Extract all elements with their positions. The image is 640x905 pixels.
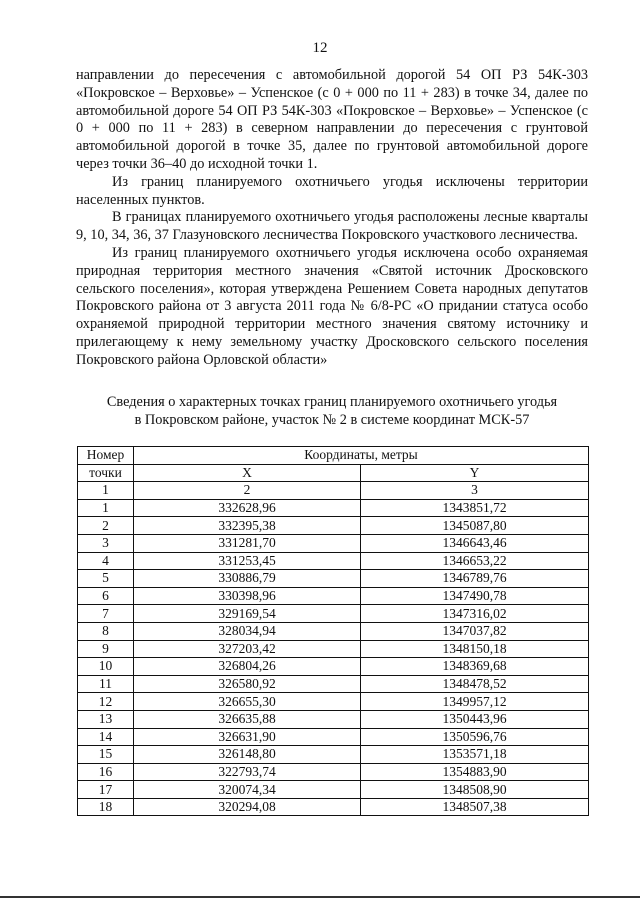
table-header-row <box>78 447 589 465</box>
table-caption-line-1: Сведения о характерных точках границ планируемого охотничьего угодья <box>106 394 558 410</box>
header-coordinates: Координаты, метры <box>134 447 589 465</box>
point-number-cell: 16 <box>78 763 134 781</box>
paragraph-exclusions: Из границ планируемого охотничьего угодья исключены территории населенных пунктов. <box>76 173 588 208</box>
index-cell: 3 <box>361 482 589 500</box>
point-number-cell: 10 <box>78 658 134 676</box>
table-row <box>78 658 589 676</box>
point-number-cell: 15 <box>78 746 134 764</box>
x-coordinate-cell: 326804,26 <box>134 658 361 676</box>
point-number-cell: 12 <box>78 693 134 711</box>
table-row <box>78 517 589 535</box>
y-coordinate-cell: 1350596,76 <box>361 728 589 746</box>
y-coordinate-cell: 1353571,18 <box>361 746 589 764</box>
y-coordinate-cell: 1346789,76 <box>361 570 589 588</box>
y-coordinate-cell: 1348507,38 <box>361 798 589 816</box>
y-coordinate-cell: 1348150,18 <box>361 640 589 658</box>
table-row <box>78 763 589 781</box>
paragraph-forest-quarters: В границах планируемого охотничьего угодья расположены лесные кварталы 9, 10, 34, 36, 37 Глазуновского лесничества Покровского участкового лесничества. <box>76 209 588 244</box>
x-coordinate-cell: 331281,70 <box>134 534 361 552</box>
index-cell: 1 <box>78 482 134 500</box>
x-coordinate-cell: 326631,90 <box>134 728 361 746</box>
table-row <box>78 710 589 728</box>
y-coordinate-cell: 1348508,90 <box>361 781 589 799</box>
x-coordinate-cell: 332628,96 <box>134 499 361 517</box>
table-row <box>78 798 589 816</box>
header-point-number: Номер <box>78 447 134 465</box>
x-coordinate-cell: 320294,08 <box>134 798 361 816</box>
x-coordinate-cell: 330886,79 <box>134 570 361 588</box>
table-row <box>78 781 589 799</box>
y-coordinate-cell: 1348478,52 <box>361 675 589 693</box>
point-number-cell: 7 <box>78 605 134 623</box>
table-caption-line-2: в Покровском районе, участок № 2 в системе координат МСК-57 <box>134 412 530 428</box>
table-row <box>78 675 589 693</box>
table-row <box>78 693 589 711</box>
x-coordinate-cell: 322793,74 <box>134 763 361 781</box>
point-number-cell: 14 <box>78 728 134 746</box>
table-caption <box>76 393 588 429</box>
page-number: 12 <box>312 40 328 56</box>
table-row <box>78 534 589 552</box>
scan-bottom-edge <box>0 896 640 898</box>
index-cell: 2 <box>134 482 361 500</box>
table-subheader-row <box>78 464 589 482</box>
table-row <box>78 570 589 588</box>
x-coordinate-cell: 326635,88 <box>134 710 361 728</box>
x-coordinate-cell: 328034,94 <box>134 622 361 640</box>
table-index-row <box>78 482 589 500</box>
x-coordinate-cell: 330398,96 <box>134 587 361 605</box>
point-number-cell: 13 <box>78 710 134 728</box>
header-y: Y <box>361 464 589 482</box>
table-row <box>78 746 589 764</box>
y-coordinate-cell: 1354883,90 <box>361 763 589 781</box>
point-number-cell: 17 <box>78 781 134 799</box>
point-number-cell: 11 <box>78 675 134 693</box>
table-row <box>78 605 589 623</box>
paragraph-continuation: направлении до пересечения с автомобильной дорогой 54 ОП РЗ 54К-303 «Покровское – Верховье» – Успенское (с 0 + 000 по 11 + 283) в точке 34, далее по автомобильной дороге 54 ОП РЗ 54К-303 «Покровское – Верховье» – Успенское (с 0 + 000 по 11 + 283) в северном направлении до пересечения с грунтовой автомобильной дорогой в точке 35, далее по грунтовой автомобильной дороге через точки 36–40 до исходной точки 1. <box>76 67 588 172</box>
x-coordinate-cell: 327203,42 <box>134 640 361 658</box>
x-coordinate-cell: 320074,34 <box>134 781 361 799</box>
y-coordinate-cell: 1349957,12 <box>361 693 589 711</box>
y-coordinate-cell: 1346643,46 <box>361 534 589 552</box>
x-coordinate-cell: 326655,30 <box>134 693 361 711</box>
x-coordinate-cell: 326148,80 <box>134 746 361 764</box>
paragraph-protected-area: Из границ планируемого охотничьего угодья исключена особо охраняемая природная территория местного значения «Святой источник Дросковского сельского поселения», которая утверждена Решением Совета народных депутатов Покровского района от 3 августа 2011 года № 6/8-РС «О придании статуса особо охраняемой природной территории местного значения святому источнику и прилегающему к нему земельному участку Дросковского сельского поселения Покровского района Орловской области» <box>76 244 588 368</box>
y-coordinate-cell: 1347490,78 <box>361 587 589 605</box>
point-number-cell: 6 <box>78 587 134 605</box>
y-coordinate-cell: 1346653,22 <box>361 552 589 570</box>
table-body <box>78 499 589 816</box>
header-point-number-line-2: точки <box>78 464 134 482</box>
y-coordinate-cell: 1343851,72 <box>361 499 589 517</box>
point-number-cell: 9 <box>78 640 134 658</box>
body-text <box>76 67 588 370</box>
point-number-cell: 4 <box>78 552 134 570</box>
point-number-cell: 2 <box>78 517 134 535</box>
table-row <box>78 587 589 605</box>
point-number-cell: 3 <box>78 534 134 552</box>
x-coordinate-cell: 331253,45 <box>134 552 361 570</box>
point-number-cell: 18 <box>78 798 134 816</box>
point-number-cell: 1 <box>78 499 134 517</box>
y-coordinate-cell: 1347037,82 <box>361 622 589 640</box>
y-coordinate-cell: 1348369,68 <box>361 658 589 676</box>
x-coordinate-cell: 332395,38 <box>134 517 361 535</box>
point-number-cell: 5 <box>78 570 134 588</box>
coordinates-table <box>77 446 589 816</box>
table-row <box>78 640 589 658</box>
point-number-cell: 8 <box>78 622 134 640</box>
table-row <box>78 622 589 640</box>
x-coordinate-cell: 329169,54 <box>134 605 361 623</box>
x-coordinate-cell: 326580,92 <box>134 675 361 693</box>
y-coordinate-cell: 1347316,02 <box>361 605 589 623</box>
table-row <box>78 552 589 570</box>
table-row <box>78 499 589 517</box>
y-coordinate-cell: 1350443,96 <box>361 710 589 728</box>
header-x: X <box>134 464 361 482</box>
y-coordinate-cell: 1345087,80 <box>361 517 589 535</box>
table-row <box>78 728 589 746</box>
